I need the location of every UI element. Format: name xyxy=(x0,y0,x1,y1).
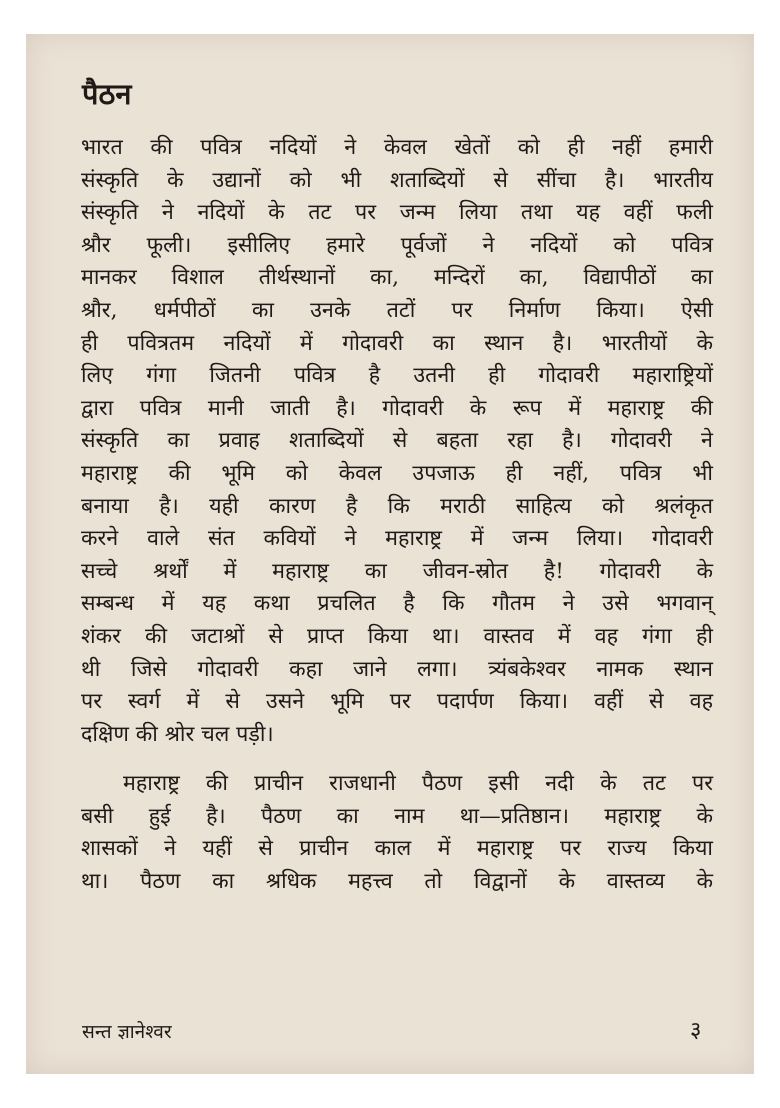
text-line: पर स्वर्ग में से उसने भूमि पर पदार्पण किया। वहीं से वह xyxy=(81,689,713,715)
text-line: लिए गंगा जितनी पवित्र है उतनी ही गोदावरी महाराष्ट्रियों xyxy=(81,363,713,389)
footer-book-title: सन्त ज्ञानेश्वर xyxy=(82,1021,172,1043)
text-line: सच्चे श्रर्थों में महाराष्ट्र का जीवन-स्रोत है! गोदावरी के xyxy=(81,558,713,584)
text-line: थी जिसे गोदावरी कहा जाने लगा। त्र्यंबकेश्वर नामक स्थान xyxy=(81,656,713,682)
text-line: महाराष्ट्र की भूमि को केवल उपजाऊ ही नहीं, पवित्र भी xyxy=(81,460,713,486)
text-line: संस्कृति ने नदियों के तट पर जन्म लिया तथा यह वहीं फली xyxy=(81,200,713,226)
book-page xyxy=(26,34,754,1074)
text-line: श्रौर, धर्मपीठों का उनके तटों पर निर्माण किया। ऐसी xyxy=(81,297,713,323)
text-line: करने वाले संत कवियों ने महाराष्ट्र में जन्म लिया। गोदावरी xyxy=(81,526,713,552)
text-line: भारत की पवित्र नदियों ने केवल खेतों को ही नहीं हमारी xyxy=(81,135,713,160)
text-line: श्रौर फूली। इसीलिए हमारे पूर्वजों ने नदियों को पवित्र xyxy=(81,232,713,258)
text-line: शासकों ने यहीं से प्राचीन काल में महाराष्ट्र पर राज्य किया xyxy=(81,836,713,862)
text-line: दक्षिण की श्रोर चल पड़ी। xyxy=(81,721,274,747)
text-line: द्वारा पवित्र मानी जाती है। गोदावरी के रूप में महाराष्ट्र की xyxy=(81,395,713,421)
text-line: संस्कृति का प्रवाह शताब्दियों से बहता रहा है। गोदावरी ने xyxy=(81,428,713,454)
page-heading: पैठन xyxy=(82,77,132,111)
text-line: था। पैठण का श्रधिक महत्त्व तो विद्वानों के वास्तव्य के xyxy=(81,869,713,895)
body-text xyxy=(81,132,713,899)
text-line: मानकर विशाल तीर्थस्थानों का, मन्दिरों का, विद्यापीठों का xyxy=(81,265,713,291)
text-line: बसी हुई है। पैठण का नाम था—प्रतिष्ठान। महाराष्ट्र के xyxy=(81,803,713,829)
paragraph-2 xyxy=(81,768,713,898)
text-line: महाराष्ट्र की प्राचीन राजधानी पैठण इसी नदी के तट पर xyxy=(123,771,713,797)
paragraph-1 xyxy=(81,132,713,751)
text-line: बनाया है। यही कारण है कि मराठी साहित्य को श्रलंकृत xyxy=(81,493,713,519)
page-number: ३ xyxy=(690,1018,702,1043)
text-line: शंकर की जटाश्रों से प्राप्त किया था। वास्तव में वह गंगा ही xyxy=(81,623,713,649)
text-line: ही पवित्रतम नदियों में गोदावरी का स्थान है। भारतीयों के xyxy=(81,330,713,356)
text-line: संस्कृति के उद्यानों को भी शताब्दियों से सींचा है। भारतीय xyxy=(81,167,713,193)
text-line: सम्बन्ध में यह कथा प्रचलित है कि गौतम ने उसे भगवान् xyxy=(81,591,713,617)
